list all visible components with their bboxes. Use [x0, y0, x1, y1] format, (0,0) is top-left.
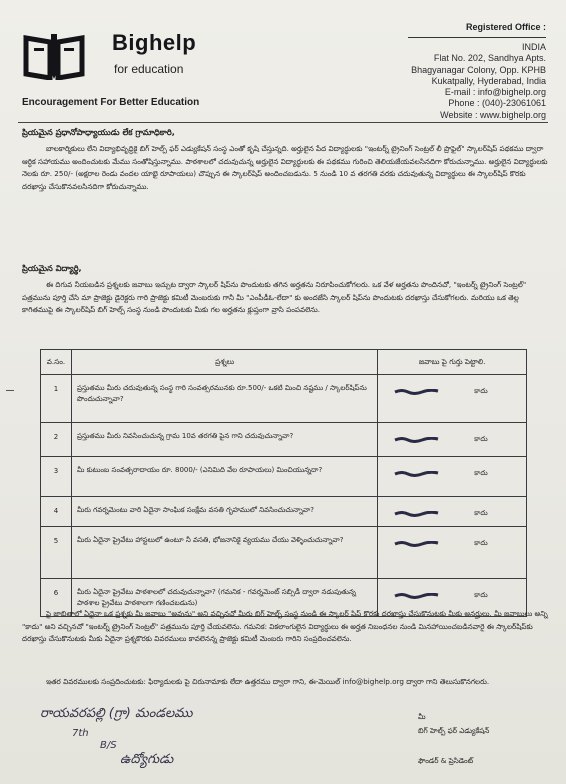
address-email: E-mail : info@bighelp.org — [444, 87, 546, 98]
salutation-headmaster: ప్రియమైన ప్రధానోపాధ్యాయుడు లేక గ్రామాధికారి, — [22, 127, 175, 137]
struck-out-answer-icon — [394, 437, 440, 443]
question-text: మీరు గవర్నమెంటు వారి ఏదైనా సాంఘిక సంక్షేమ వసతి గృహములో నివసించుచున్నావా? — [71, 497, 377, 527]
address-line: Kukatpally, Hyderabad, India — [431, 75, 546, 86]
answer-no-label: కాదు — [474, 591, 488, 599]
struck-out-answer-icon — [394, 511, 440, 517]
salutation-student: ప్రియమైన విద్యార్థి, — [22, 263, 82, 273]
question-text: మీరు ఏదైనా ప్రైవేటు పాఠశాలలో చదువుచున్నావా? (గమనిక - గవర్నమెంట్ సబ్సిడీ ద్వారా నడుపుతున్న పాఠశాల ప్రైవేటు పాఠశాలగా గణించబడును) — [71, 579, 377, 617]
answer-cell — [378, 527, 527, 579]
eligibility-table — [40, 349, 527, 617]
address-line: Bhagyanagar Colony, Opp. KPHB — [411, 64, 546, 75]
office-address — [360, 42, 546, 121]
answer-cell — [378, 497, 527, 527]
paragraph-eligibility-note-text: పై జాబితాలో ఏదైనా ఒక ప్రశ్నకు మీ జవాబు "అవును" అని వచ్చినచో మీరు బిగ్ హెల్ప్ సంస్థ నుండి ఈ స్కాలర్ షిప్ కొరకు దరఖాస్తు చేసుకొనుటకు మీకు అనర్హులు. మీ జవాబులు అన్ని "కాదు" అని వచ్చినచో "ఇంటర్న్ ట్రైనింగ్ సెంట్రల్" పత్రమును పూర్తి చేయవలెను. గమనిక: వికలాంగులైన విద్యార్థులు ఈ అర్హత నిబంధనల నుండి మినహాయించబడినవారై ఈ స్కాలర్‌షిప్‌కు దరఖాస్తు చేసుకొనుటకు మీకు ఏదైనా ప్రశ్నకొరకు వివరములు కావలెనన్న ప్రాజెక్టు కమిటీ మెంబరు గారిని సంప్రదించవలెను. — [22, 609, 548, 644]
row-number: 2 — [41, 423, 72, 457]
table-row — [41, 375, 527, 423]
paragraph-instructions — [22, 279, 548, 317]
paragraph-instructions-text: ఈ దిగువ నీయబడిన ప్రశ్నలకు జవాబు ఇచ్చుట ద్వారా స్కాలర్ షిప్‌ను పొందుటకు తగిన అర్హతను నిరూపించుకోగలరు. ఒక వేళ అర్హతను పొందినచో, "ఇంటర్న్ ట్రైనింగ్ సెంట్రల్" పత్రమును పూర్తి చేసి మా ప్రాజెక్టు డైరెక్టరు గారి ప్రాజెక్టు కమిటీ మెంబరుకు గానీ మీ "ఎంపీడీఓ-లేదా" కు అందజేసి స్కాలర్ షిప్‌ను పొందుటకు దరఖాస్తు చేసుకోగలరు. మరియు ఒక తెల్ల కాగితముపై ఈ స్కాలర్‌షిప్ బిగ్ హెల్ప్ సంస్థ నుండి పొందుటకు మీకు గల అర్హతను క్లుప్తంగా వ్రాసి పంపవలెను. — [22, 280, 527, 315]
address-line: Flat No. 202, Sandhya Apts. — [433, 53, 546, 64]
paragraph-contact — [22, 676, 548, 689]
registered-office-title: Registered Office : — [465, 22, 546, 32]
address-website: Website : www.bighelp.org — [440, 109, 546, 120]
answer-cell — [378, 423, 527, 457]
row-number: 6 — [41, 579, 72, 617]
book-logo-icon — [22, 28, 86, 80]
address-phone: Phone : (040)-23061061 — [448, 98, 546, 109]
row-number: 1 — [41, 375, 72, 423]
closing-title: ఫౌండర్ & ప్రెసిడెంట్ — [418, 756, 474, 765]
brand-name: Bighelp — [112, 30, 197, 55]
handwritten-signature: ఉద్యోగుడు — [120, 752, 174, 767]
table-row — [41, 423, 527, 457]
table-row — [41, 457, 527, 497]
table-row — [41, 527, 527, 579]
paragraph-eligibility-note — [22, 608, 548, 646]
column-header-answers: జవాబు పై గుర్తు పెట్టాలి. — [378, 350, 527, 375]
answer-cell — [378, 457, 527, 497]
struck-out-answer-icon — [394, 471, 440, 477]
column-header-questions: ప్రశ్నలు — [71, 350, 377, 375]
office-divider — [408, 37, 546, 38]
closing-organization: బిగ్ హెల్ప్ ఫర్ ఎడ్యుకేషన్ — [418, 726, 490, 735]
paragraph-intro — [22, 143, 548, 193]
handwritten-class-section: B/S — [100, 740, 117, 751]
struck-out-answer-icon — [394, 389, 440, 395]
brand-subtitle: for education — [114, 62, 184, 76]
struck-out-answer-icon — [394, 593, 440, 599]
column-header-number: వ.సం. — [41, 350, 72, 375]
table-header-row — [41, 350, 527, 375]
header-divider — [18, 122, 548, 123]
handwritten-class-note: 7th — [72, 728, 89, 739]
question-text: మీ కుటుంబ సంవత్సరాదాయం రూ. 8000/- (ఎనిమిది వేల రూపాయలు) మించియున్నదా? — [71, 457, 377, 497]
question-text: ప్రస్తుతము మీరు చదువుతున్న సంస్థ గారి సంవత్సరమునకు రూ.500/- ఒకటి మించి నష్టము / స్కాలర్‌షిప్‌ను పొందుచున్నావా? — [71, 375, 377, 423]
struck-out-answer-icon — [394, 541, 440, 547]
answer-no-label: కాదు — [474, 387, 488, 395]
answer-cell — [378, 375, 527, 423]
answer-no-label: కాదు — [474, 539, 488, 547]
row-number: 3 — [41, 457, 72, 497]
table-row — [41, 497, 527, 527]
closing-yours: మీ — [418, 712, 426, 721]
row-number: 5 — [41, 527, 72, 579]
handwritten-village-note: రాయవరపల్లి (గ్రా) మండలము — [40, 706, 193, 721]
row-number: 4 — [41, 497, 72, 527]
answer-no-label: కాదు — [474, 435, 488, 443]
answer-no-label: కాదు — [474, 509, 488, 517]
brand-tagline: Encouragement For Better Education — [22, 97, 200, 108]
address-line: INDIA — [521, 42, 546, 52]
question-text: ప్రస్తుతము మీరు నివసించుచున్న గ్రామ 10వ తరగతి పైన గాని చదువుచున్నావా? — [71, 423, 377, 457]
paragraph-contact-text: ఇతర వివరములకు సంప్రదించుటకు: ఫిర్యాదులకు పై చిరునామాకు లేదా ఉత్తరము ద్వారా గాని, ఈ-మెయిల్ info@bighelp.org ద్వారా గాని తెలుసుకొనగలరు. — [46, 677, 490, 686]
question-text: మీరు ఏదైనా ప్రైవేటు హాస్టలులో ఉంటూ నీ వసతి, భోజనానికై వ్యయము చేయు వెళ్ళించుచున్నావా? — [71, 527, 377, 579]
answer-no-label: కాదు — [474, 469, 488, 477]
fold-mark — [6, 390, 14, 391]
paragraph-intro-text: బాలకార్మికులు లేని విద్యాభివృద్ధికై బిగ్ హెల్ప్ ఫర్ ఎడ్యుకేషన్ సంస్థ ఎంతో కృషి చేస్తున్నది. అర్హులైన పేద విద్యార్థులకు "ఇంటర్న్ ట్రైనింగ్ సెంట్రల్ లీ ప్రొఫైల్" స్కాలర్‌షిప్ పథకము ద్వారా ఆర్థిక సహాయము అందించుటకు మేము సంతోషిస్తున్నాము. పాఠశాలలో చదువుచున్న అర్హులైన విద్యార్థులకు ఈ పథకము గురించి తెలియజేయవలసినదిగా కోరుచున్నాము. అర్హులైన విద్యార్థులకు నెలకు రూ. 250/- (అక్షరాల రెండు వందల యాభై రూపాయలు) చొప్పున ఈ స్కాలర్‌షిప్ అందించబడును. 5 నుండి 10 వ తరగతి వరకు చదువుతున్న విద్యార్థులు ఈ స్కాలర్‌షిప్ కొరకు దరఖాస్తు చేసుకొనవలసినదిగా కోరుచున్నాము. — [22, 144, 548, 191]
